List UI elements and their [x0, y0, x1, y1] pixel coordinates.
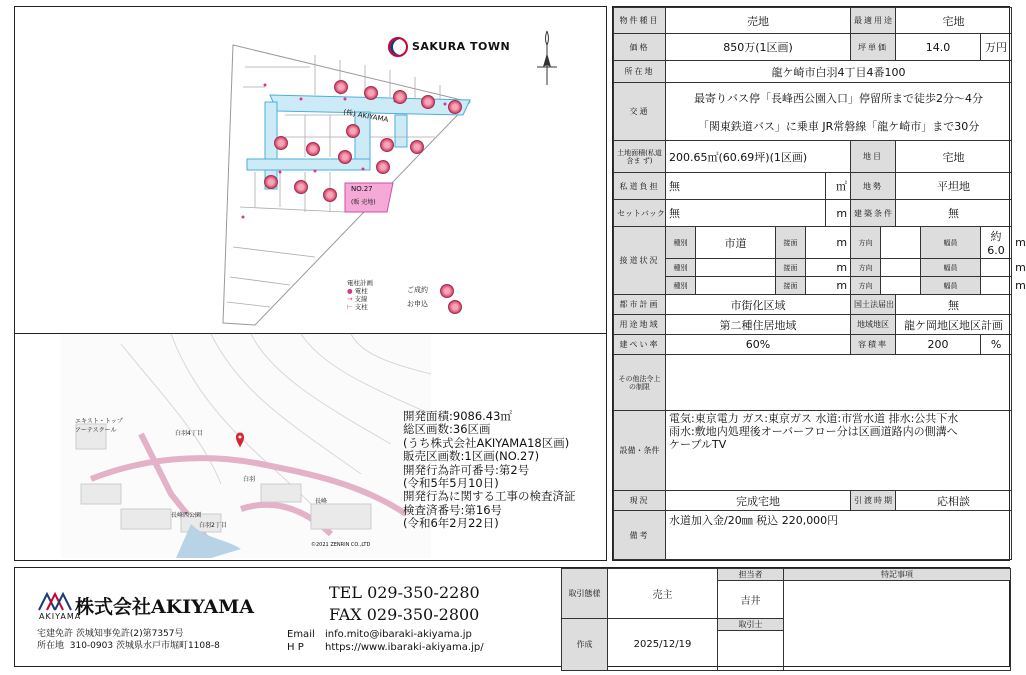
legend-title: 電柱計画: [347, 279, 373, 287]
note-label: 特記事項: [784, 569, 1011, 581]
location-label: 所在地: [614, 61, 666, 83]
type-label: 物件種目: [614, 8, 666, 34]
far-unit: %: [981, 335, 1012, 355]
mode-label: 取引態様: [562, 569, 608, 619]
street-label: (株) AKIYAMA: [342, 108, 389, 124]
road1-face-unit: m: [806, 227, 851, 259]
road1-width: 約6.0: [981, 227, 1012, 259]
map-label-shirahane-4: 白羽4丁目: [175, 430, 203, 437]
sold-flower-icon: [274, 136, 288, 150]
tsubo-label: 坪単価: [851, 34, 896, 61]
created-date: 2025/12/19: [608, 619, 718, 671]
fax: FAX 029-350-2800: [329, 605, 480, 624]
road-label: 接道状況: [614, 227, 666, 295]
staff-label: 担当者: [718, 569, 784, 581]
terrain-value: 平坦地: [896, 173, 1012, 200]
sold-flower-icon: [306, 142, 320, 156]
facility-line-2: 雨水:敷地内処理後オーバーフロー分は区画道路内の側溝へ: [669, 425, 958, 438]
development-info-line: 開発行為に関する工事の検査済証: [403, 489, 576, 504]
address-label: 所在地: [37, 641, 65, 651]
address: 310-0903 茨城県水戸市堀町1108-8: [69, 641, 220, 651]
development-info-line: (令和5年5月10日): [403, 476, 499, 491]
zone-label: 用途地域: [614, 315, 666, 335]
license: 宅建免許 茨城知事免許(2)第7357号: [37, 629, 184, 639]
development-info-line: (うち株式会社AKIYAMA18区画): [403, 435, 570, 450]
terrain-label: 地勢: [851, 173, 896, 200]
legend-item-guy: 支線: [354, 295, 368, 303]
homepage[interactable]: https://www.ibaraki-akiyama.jp/: [325, 642, 484, 653]
private-road-value: 無: [666, 173, 826, 200]
hp-label: H P: [287, 642, 304, 653]
status-label: 現況: [614, 491, 666, 511]
district-label: 地域地区: [851, 315, 896, 335]
sold-flower-icon: [264, 175, 278, 189]
development-info-line: 検査済番号:第16号: [403, 502, 503, 517]
private-road-unit: ㎡: [826, 173, 851, 200]
created-label: 作成: [562, 619, 608, 671]
sold-flower-icon: [364, 86, 378, 100]
tel[interactable]: TEL 029-350-2280: [329, 583, 480, 602]
map-label-nagamine: 長峰: [315, 498, 328, 505]
private-road-label: 私道負担: [614, 173, 666, 200]
law-label: 国土法届出: [851, 295, 896, 315]
sold-flower-icon: [410, 140, 424, 154]
price-label: 価格: [614, 34, 666, 61]
road1-kind: 市道: [696, 227, 776, 259]
map-label-shirahane-2: 白羽2丁目: [199, 522, 227, 529]
development-info-line: 開発面積:9086.43㎡: [403, 409, 512, 423]
sakura-town-logo: [388, 37, 510, 57]
sold-flower-icon: [334, 80, 348, 94]
remarks-label: 備考: [614, 511, 666, 560]
facility-line-1: 電気:東京電力 ガス:東京ガス 水道:市営水道 排水:公共下水: [669, 412, 959, 425]
agent-label: 取引士: [718, 619, 784, 631]
development-info-line: 開発行為許可番号:第2号: [403, 462, 530, 477]
district-value: 龍ケ岡地区地区計画: [896, 315, 1012, 335]
road3-kind-label: 種別: [666, 277, 696, 295]
legend-apply: お申込: [407, 300, 428, 308]
handover-value: 応相談: [896, 491, 1012, 511]
setback-value: 無: [666, 200, 826, 227]
email-label: Email: [287, 629, 315, 640]
condition-value: 無: [896, 200, 1012, 227]
sold-flower-icon: [323, 188, 337, 202]
far-value: 200: [896, 335, 981, 355]
road3-dir-label: 方向: [851, 277, 881, 295]
road2-kind-label: 種別: [666, 259, 696, 277]
facility-line-3: ケーブルTV: [669, 438, 727, 451]
land-cat-value: 宅地: [896, 141, 1012, 173]
bcr-label: 建ぺい率: [614, 335, 666, 355]
sold-flower-icon: [338, 150, 352, 164]
land-cat-label: 地目: [851, 141, 896, 173]
access-line-1: 最寄りバス停「長峰西公園入口」停留所まで徒歩2分～4分: [694, 91, 984, 105]
map-label-school: エキスト・トップアーテスクール: [75, 418, 123, 434]
sold-flower-icon: [448, 100, 462, 114]
road3-face-unit: m: [806, 277, 851, 295]
legend: 電柱計画 ● 電柱 → 支線 ⊢ 支柱: [347, 279, 373, 311]
sold-flower-icon: [376, 160, 390, 174]
tsubo-unit: 万円: [981, 34, 1012, 61]
sold-flower-icon: [448, 300, 462, 314]
north-arrow-icon: [535, 31, 559, 91]
map-label-park: 長峰西公園: [171, 512, 202, 519]
lot-plan-drawing: [15, 7, 608, 335]
map-copyright: ©2021 ZENRIN CO.,LTD: [311, 542, 371, 548]
street-map-drawing: [61, 334, 431, 558]
development-info: [403, 410, 576, 531]
price-value: 850万(1区画): [666, 34, 851, 61]
status-value: 完成宅地: [666, 491, 851, 511]
akiyama-logo-icon: [39, 590, 71, 614]
lot-number-label: NO.27: [351, 185, 373, 193]
sold-flower-icon: [380, 138, 394, 152]
plan-value: 市街化区域: [666, 295, 851, 315]
sold-flower-icon: [421, 95, 435, 109]
setback-label: セットバック: [614, 200, 666, 227]
logo-subtext: AKIYAMA: [39, 612, 82, 621]
lot-sale-label: (販 売地): [351, 199, 376, 206]
legend-item-strut: 支柱: [354, 303, 368, 311]
remarks-value: 水道加入金/20㎜ 税込 220,000円: [666, 511, 1012, 560]
best-use-value: 宅地: [896, 8, 1012, 34]
bcr-value: 60%: [666, 335, 851, 355]
handover-label: 引渡時期: [851, 491, 896, 511]
area-value: 200.65㎡(60.69坪)(1区画): [666, 141, 851, 173]
legend-contract: ご成約: [407, 286, 428, 294]
condition-label: 建築条件: [851, 200, 896, 227]
access-label: 交通: [614, 83, 666, 141]
other-law-label: その他法令上の制限: [614, 355, 666, 411]
staff-value: 吉井: [718, 581, 784, 619]
sakura-logo-text: SAKURA TOWN: [412, 40, 511, 53]
sakura-logo-icon: [388, 37, 408, 57]
road2-width-label: 幅員: [921, 259, 981, 277]
tsubo-value: 14.0: [896, 34, 981, 61]
far-label: 容積率: [851, 335, 896, 355]
property-spec-table: 物件種目 売地 最適用途 宅地 価格 850万(1区画) 坪単価 14.0 万円 所在地 龍ケ崎市白羽4丁目4番100 交通 最寄りバス停「長峰西公園入口」停留所まで徒歩2分～4分 「関東鉄道バス」に乗車 JR常磐線「龍ケ崎市」まで30分 土地面積(私道含ま ず) 200.65㎡(60.69坪)(1区画) 地目 宅地 私道負担 無 ㎡ 地勢 平坦地 セットバック 無 m 建築条件 無 接道状況 種別 市道 接面 m 方向 幅員 約6.0 m 種別 接面 m 方向 幅員 m 種別 接面 m 方向 幅員 m 都市計画 市街化区域 国土法届出 無 用途地域 第二種住居地域 地域地区 龍ケ岡地区地区計画 建ぺい率 60% 容積率 200 % その他法令上の制限 設備・条件 電気:東京電力 ガス:東京ガス 水道:市営水道 排水:公共下水 雨水:敷地内処理後オーバーフロー分は区画道路内の側溝へ ケーブルTV 現況 完成宅地 引渡時期 応相談 備考 水道加入金/20㎜ 税込 220,000円: [612, 6, 1010, 561]
email[interactable]: info.mito@ibaraki-akiyama.jp: [325, 629, 472, 640]
type-value: 売地: [666, 8, 851, 34]
access-line-2: 「関東鉄道バス」に乗車 JR常磐線「龍ケ崎市」まで30分: [697, 119, 980, 133]
sold-flower-icon: [393, 90, 407, 104]
road2-dir-label: 方向: [851, 259, 881, 277]
area-label: 土地面積(私道含ま ず): [614, 141, 666, 173]
facility-label: 設備・条件: [614, 411, 666, 491]
sold-flower-icon: [440, 284, 454, 298]
road1-face-label: 接面: [776, 227, 806, 259]
mode-value: 売主: [608, 569, 718, 619]
road3-width-label: 幅員: [921, 277, 981, 295]
best-use-label: 最適用途: [851, 8, 896, 34]
zone-value: 第二種住居地域: [666, 315, 851, 335]
road1-dir-label: 方向: [851, 227, 881, 259]
road3-face-label: 接面: [776, 277, 806, 295]
development-info-line: (令和6年2月22日): [403, 516, 499, 531]
map-label-shirahane: 白羽: [243, 476, 256, 483]
area-map: [14, 333, 607, 561]
law-value: 無: [896, 295, 1012, 315]
road2-face-unit: m: [806, 259, 851, 277]
plan-label: 都市計画: [614, 295, 666, 315]
road1-width-label: 幅員: [921, 227, 981, 259]
setback-unit: m: [826, 200, 851, 227]
road2-face-label: 接面: [776, 259, 806, 277]
subdivision-plan: [14, 6, 607, 334]
sold-flower-icon: [294, 180, 308, 194]
development-info-line: 販売区画数:1区画(NO.27): [403, 449, 540, 464]
company-name: 株式会社AKIYAMA: [75, 596, 255, 618]
legend-item-pole: 電柱: [354, 287, 368, 295]
sold-flower-icon: [346, 124, 360, 138]
development-info-line: 総区画数:36区画: [403, 422, 491, 437]
location-value: 龍ケ崎市白羽4丁目4番100: [666, 61, 1012, 83]
company-footer: [14, 567, 1010, 667]
road1-kind-label: 種別: [666, 227, 696, 259]
